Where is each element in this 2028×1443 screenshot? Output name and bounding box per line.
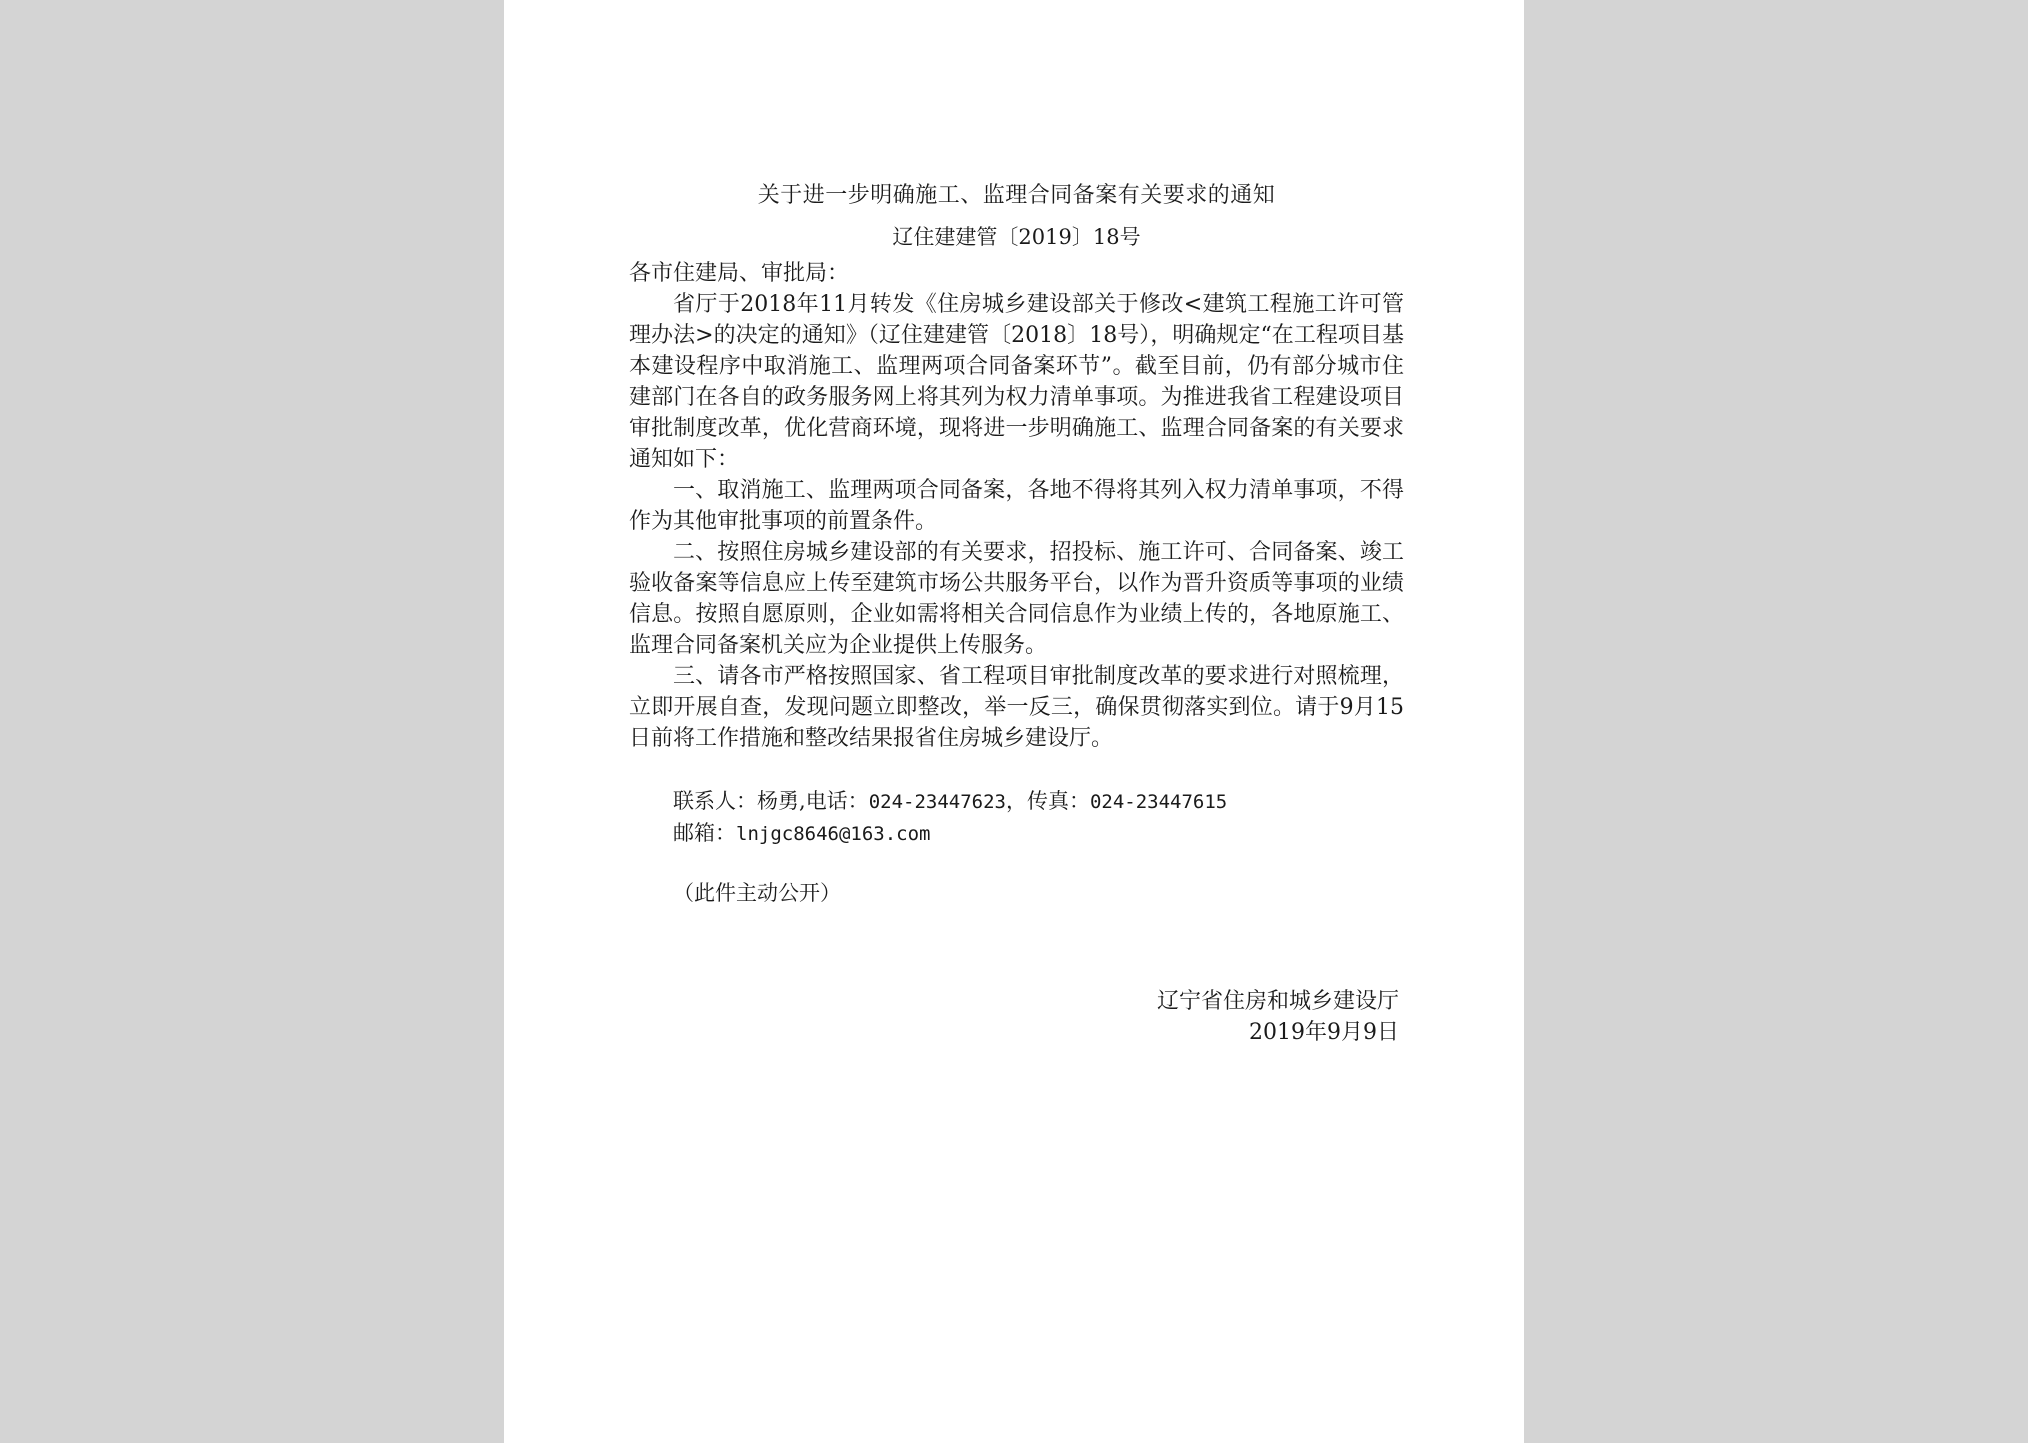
paragraph-item-1: 一、取消施工、监理两项合同备案，各地不得将其列入权力清单事项，不得作为其他审批事项的前置条件。	[629, 478, 1404, 534]
contact-email-line	[673, 818, 1404, 850]
fax-label: 传真：	[1026, 789, 1090, 813]
paragraph-intro: 省厅于2018年11月转发《住房城乡建设部关于修改<建筑工程施工许可管理办法>的决定的通知》（辽住建建管〔2018〕18号），明确规定“在工程项目基本建设程序中取消施工、监理两项合同备案环节”。截至目前，仍有部分城市住建部门在各自的政务服务网上将其列为权力清单事项。为推进我省工程建设项目审批制度改革，优化营商环境，现将进一步明确施工、监理合同备案的有关要求通知如下：	[629, 292, 1404, 472]
issue-date: 2019年9月9日	[1249, 1020, 1399, 1045]
contact-phone-line: 联系人：杨勇,电话：024-23447623，传真：024-23447615	[673, 789, 1228, 813]
fax-number: 024-23447615	[1089, 791, 1228, 813]
issuer-name: 辽宁省住房和城乡建设厅	[1156, 989, 1399, 1014]
contact-block	[629, 786, 1404, 850]
document-body	[629, 180, 1404, 909]
document-page	[504, 0, 1524, 1443]
contact-person: 杨勇	[757, 789, 799, 813]
email-label: 邮箱：	[673, 821, 736, 845]
disclosure-note: （此件主动公开）	[673, 881, 841, 905]
addressee: 各市住建局、审批局：	[629, 261, 850, 286]
email-address: lnjgc8646@163.com	[736, 823, 931, 845]
phone-number: 024-23447623	[868, 791, 1006, 813]
document-title: 关于进一步明确施工、监理合同备案有关要求的通知	[757, 183, 1276, 208]
contact-person-label: 联系人：	[673, 789, 757, 813]
document-number: 辽住建建管〔2019〕18号	[892, 225, 1141, 249]
phone-label: 电话：	[805, 789, 869, 813]
paragraph-item-2: 二、按照住房城乡建设部的有关要求，招投标、施工许可、合同备案、竣工验收备案等信息应上传至建筑市场公共服务平台，以作为晋升资质等事项的业绩信息。按照自愿原则，企业如需将相关合同信息作为业绩上传的，各地原施工、监理合同备案机关应为企业提供上传服务。	[629, 540, 1404, 658]
paragraph-item-3: 三、请各市严格按照国家、省工程项目审批制度改革的要求进行对照梳理，立即开展自查，发现问题立即整改，举一反三，确保贯彻落实到位。请于9月15日前将工作措施和整改结果报省住房城乡建设厅。	[629, 664, 1404, 751]
signature-block	[1157, 986, 1399, 1048]
